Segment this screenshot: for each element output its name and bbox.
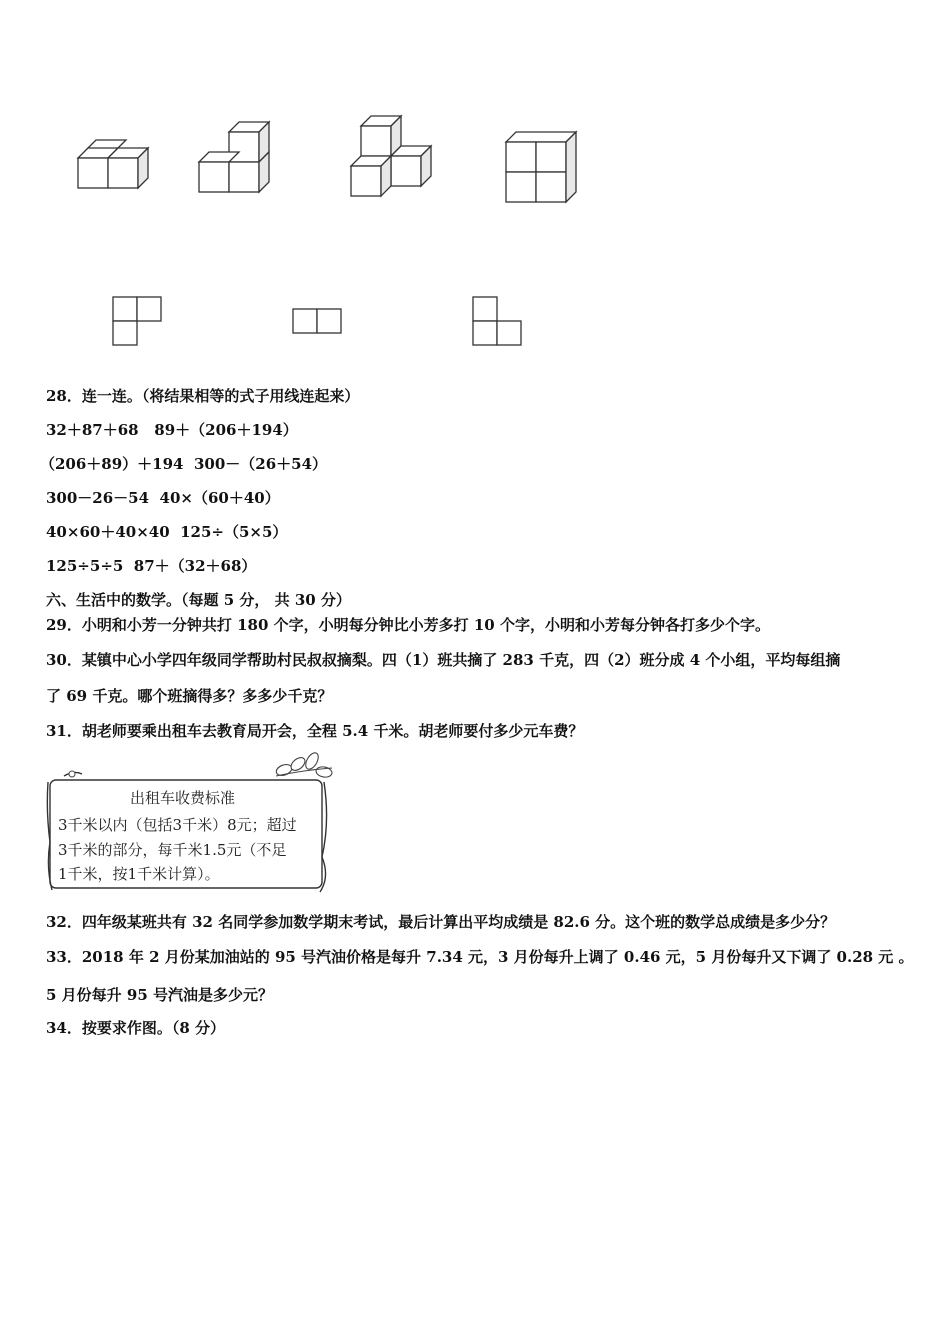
question-33-line-2: 5 月份每升 95 号汽油是多少元？ [46,986,273,1004]
match-right[interactable]: 125÷（5×5） [180,523,288,541]
taxi-card-title: 出租车收费标准 [130,789,236,807]
cube-figure-2 [199,122,269,192]
taxi-card-line-3: 1千米，按1千米计算）。 [58,865,220,883]
view-shape-3 [473,297,521,345]
question-30-line-1: 30．某镇中心小学四年级同学帮助村民叔叔摘梨。四（1）班共摘了 283 千克，四（2）班分成 4 个小组，平均每组摘 [46,651,841,669]
flower-icon [69,771,75,777]
match-row-2 [40,454,327,474]
question-29: 29．小明和小芳一分钟共打 180 个字，小明每分钟比小芳多打 10 个字，小明和小芳每分钟各打多少个字。 [46,616,770,634]
match-left[interactable]: 32＋87＋68 [46,421,139,439]
question-34: 34．按要求作图。（8 分） [46,1019,226,1037]
question-31: 31．胡老师要乘出租车去教育局开会，全程 5.4 千米。胡老师要付多少元车费？ [46,722,584,740]
match-right[interactable]: 89＋（206＋194） [154,421,298,439]
match-row-3 [46,488,280,508]
match-left[interactable]: 300－26－54 [46,489,150,507]
taxi-card-line-2: 3千米的部分，每千米1.5元（不足 [58,841,287,859]
taxi-fare-card [44,752,336,894]
match-row-4 [46,522,287,542]
match-right[interactable]: 300－（26＋54） [193,455,328,473]
match-row-1 [46,420,298,440]
cube-figure-1 [78,140,148,188]
match-right[interactable]: 40×（60＋40） [159,489,280,507]
match-row-5 [46,556,256,576]
question-33-line-1: 33．2018 年 2 月份某加油站的 95 号汽油价格是每升 7.34 元，3 月份每升上调了 0.46 元，5 月份每升又下调了 0.28 元 。 [46,948,914,966]
match-left[interactable]: （206＋89）＋194 [40,455,184,473]
section-6-heading: 六、生活中的数学。（每题 5 分， 共 30 分） [46,591,351,609]
match-left[interactable]: 125÷5÷5 [46,557,124,575]
cube-figure-4 [506,132,576,202]
question-32: 32．四年级某班共有 32 名同学参加数学期末考试，最后计算出平均成绩是 82.6 分。这个班的数学总成绩是多少分？ [46,913,836,931]
view-shape-2 [293,309,341,333]
taxi-card-line-1: 3千米以内（包括3千米）8元；超过 [58,816,297,834]
cube-figure-3 [351,116,431,196]
leaf-decoration [275,752,333,778]
cube-figures [0,0,950,360]
question-30-line-2: 了 69 千克。哪个班摘得多？多多少千克？ [46,687,333,705]
match-right[interactable]: 87＋（32＋68） [133,557,257,575]
view-shape-1 [113,297,161,345]
question-28-title: 28．连一连。（将结果相等的式子用线连起来） [46,387,360,405]
match-left[interactable]: 40×60＋40×40 [46,523,170,541]
